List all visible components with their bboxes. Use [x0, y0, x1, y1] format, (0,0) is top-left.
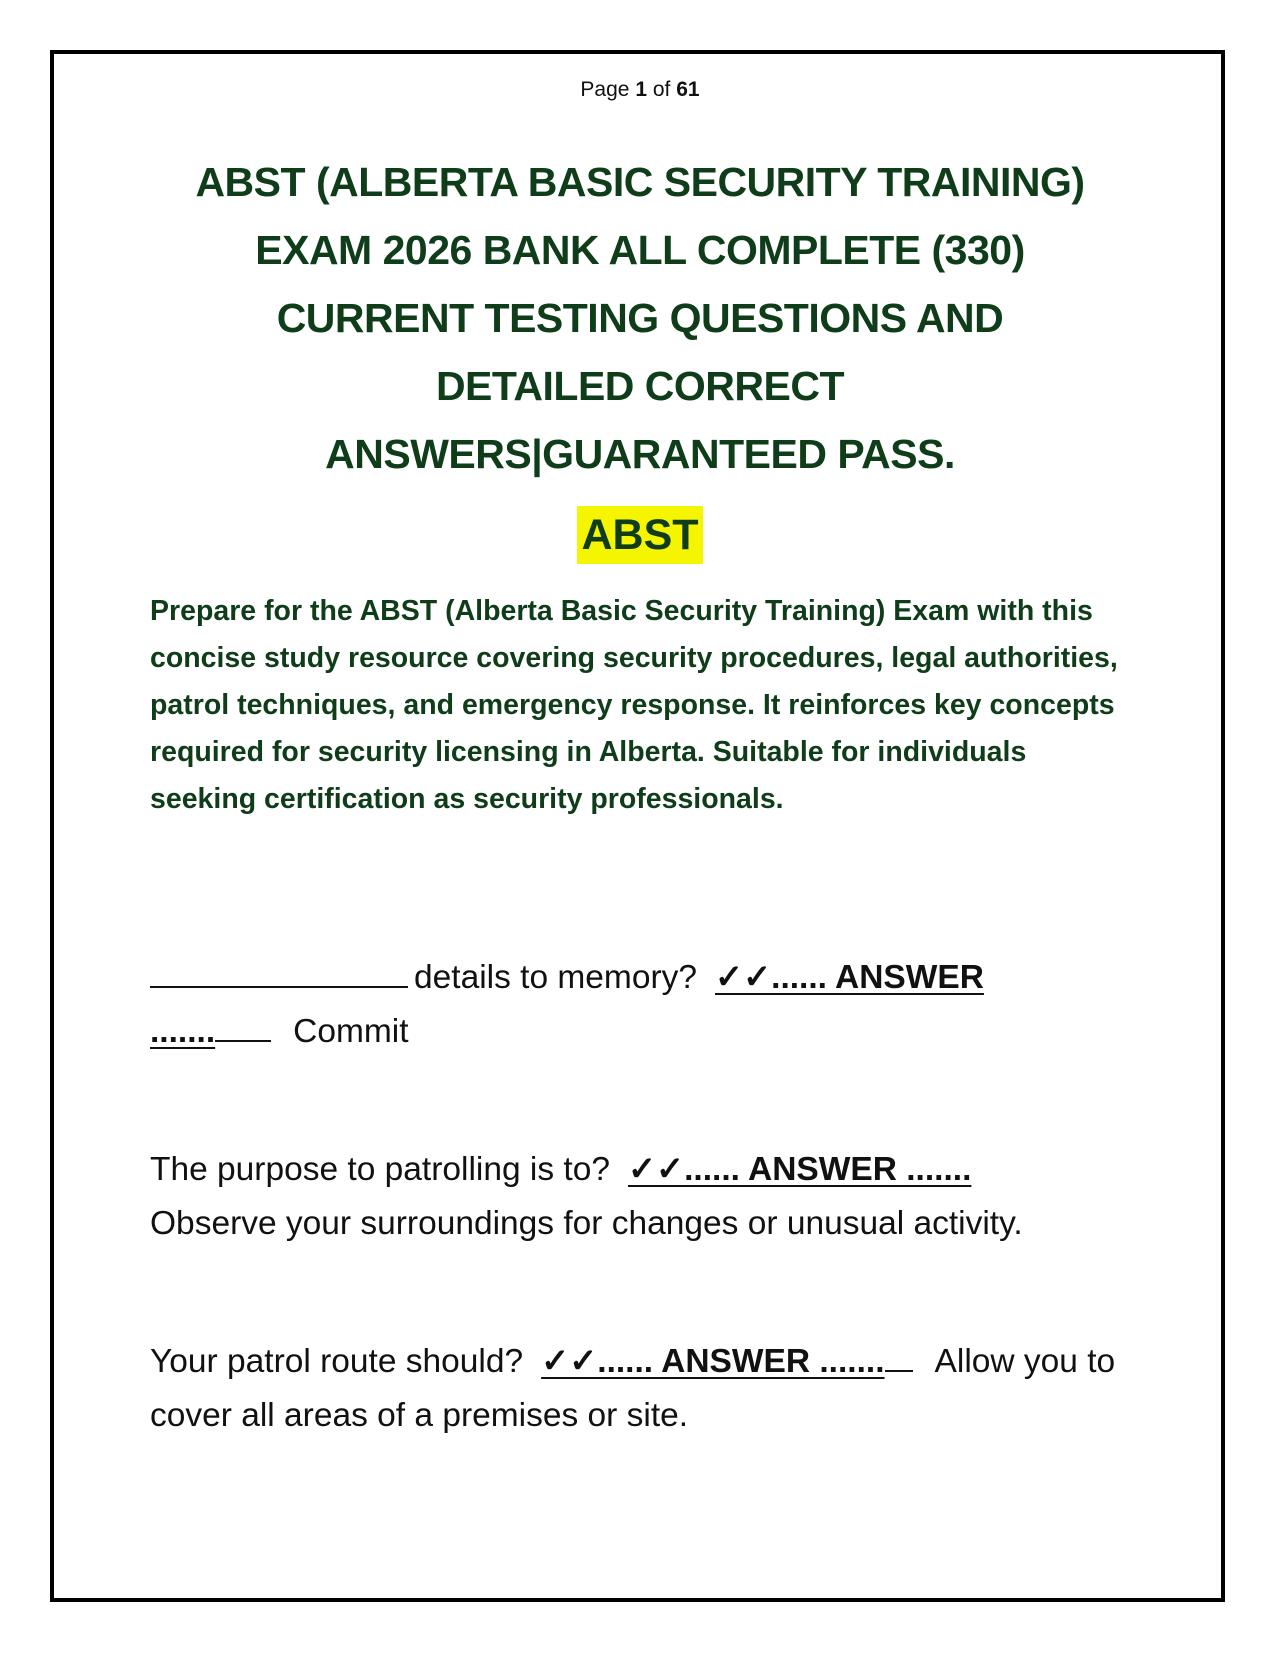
title-line: ABST (ALBERTA BASIC SECURITY TRAINING): [195, 159, 1085, 205]
answer-underline-tail: [885, 1340, 913, 1372]
question-text: details to memory?: [414, 959, 697, 996]
question-item: [150, 950, 1130, 1059]
title-line: DETAILED CORRECT: [435, 363, 845, 409]
answer-marker: ✓✓...... ANSWER: [715, 959, 984, 996]
title-line: ANSWERS|GUARANTEED PASS.: [325, 431, 955, 477]
document-title: [140, 148, 1140, 488]
intro-paragraph: Prepare for the ABST (Alberta Basic Security Training) Exam with this concise study resource covering security procedures, legal authorities, patrol techniques, and emergency response. It reinforces key concepts required for security licensing in Alberta. Suitable for individuals seeking certification as security professionals.: [150, 595, 1118, 815]
answer-marker: ✓✓...... ANSWER .......: [627, 1151, 972, 1188]
fill-in-blank: [150, 950, 408, 988]
question-text: The purpose to patrolling is to?: [150, 1151, 610, 1188]
page-label: Page: [580, 78, 630, 101]
page-indicator: [0, 78, 1280, 102]
question-item: [150, 1335, 1130, 1443]
highlighted-tag: ABST: [577, 506, 702, 564]
current-page-number: 1: [635, 78, 647, 101]
answer-marker-continuation: .......: [150, 1013, 216, 1050]
question-item: [150, 1143, 1130, 1251]
answer-text: Observe your surroundings for changes or unusual activity.: [150, 1205, 1023, 1242]
page-of-label: of: [652, 78, 671, 101]
answer-text: Commit: [293, 1013, 409, 1050]
answer-text: Allow you to cover all areas of a premises or site.: [150, 1343, 1116, 1434]
answer-marker: ✓✓...... ANSWER .......: [541, 1343, 885, 1380]
total-pages-number: 61: [676, 78, 700, 101]
answer-underline-tail: [215, 1010, 271, 1042]
title-line: CURRENT TESTING QUESTIONS AND: [276, 295, 1004, 341]
question-text: Your patrol route should?: [150, 1343, 524, 1380]
title-line: EXAM 2026 BANK ALL COMPLETE (330): [255, 227, 1025, 273]
highlighted-tag-container: [0, 506, 1280, 564]
